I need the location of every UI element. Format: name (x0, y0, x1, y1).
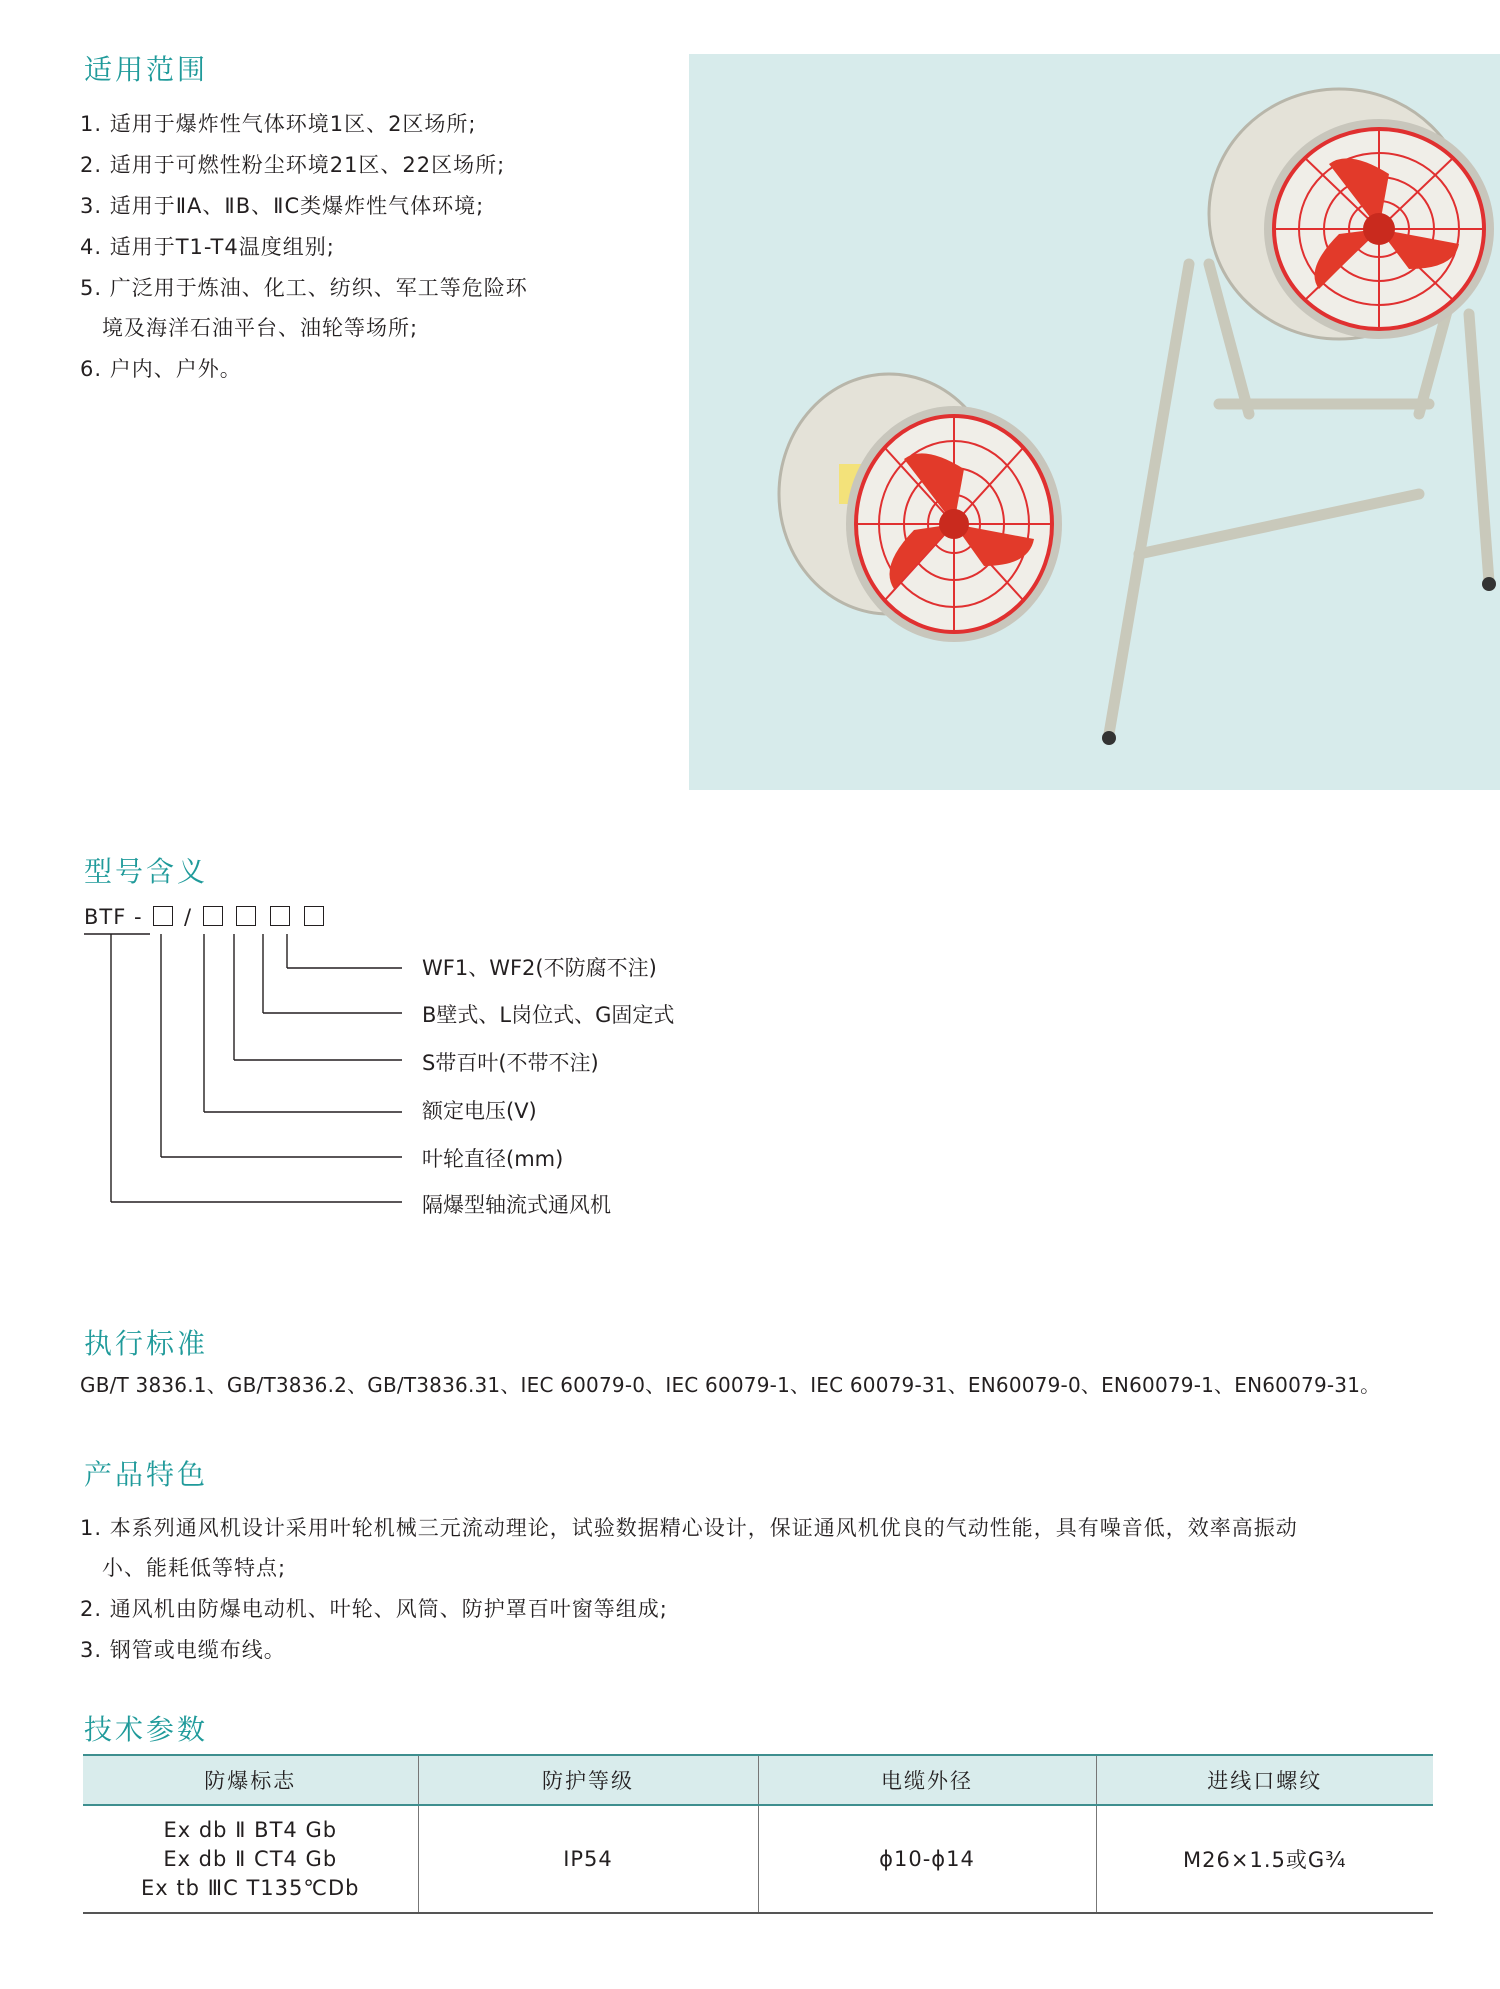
standard-title: 执行标准 (84, 1327, 209, 1360)
list-item-continuation: 境及海洋石油平台、油轮等场所; (102, 316, 419, 340)
model-label-type: 隔爆型轴流式通风机 (422, 1193, 611, 1217)
cell-ex-mark (83, 1805, 418, 1913)
scope-title: 适用范围 (84, 53, 209, 86)
list-item: 3. 适用于ⅡA、ⅡB、ⅡC类爆炸性气体环境; (80, 194, 485, 218)
model-title: 型号含义 (84, 855, 209, 888)
list-item: 2. 适用于可燃性粉尘环境21区、22区场所; (80, 153, 506, 177)
list-item: 1. 适用于爆炸性气体环境1区、2区场所; (80, 112, 477, 136)
model-label-mount: B壁式、L岗位式、G固定式 (422, 1003, 675, 1027)
list-item (80, 1515, 1298, 1581)
cell-protection: IP54 (418, 1805, 758, 1913)
ex-mark-line: Ex db Ⅱ BT4 Gb (163, 1817, 338, 1842)
ex-mark-line: Ex db Ⅱ CT4 Gb (163, 1846, 338, 1871)
params-title: 技术参数 (84, 1713, 209, 1746)
list-item: 6. 户内、户外。 (80, 357, 242, 381)
model-label-louver: S带百叶(不带不注) (422, 1051, 599, 1075)
model-label-diameter: 叶轮直径(mm) (422, 1147, 564, 1171)
standard-text: GB/T 3836.1、GB/T3836.2、GB/T3836.31、IEC 60079-0、IEC 60079-1、IEC 60079-31、EN60079-0、EN60079-1、EN60079-31。 (80, 1373, 1381, 1397)
header-cable: 电缆外径 (758, 1755, 1096, 1805)
params-table (83, 1754, 1433, 1914)
features-title: 产品特色 (84, 1458, 209, 1491)
list-item-line: 1. 本系列通风机设计采用叶轮机械三元流动理论，试验数据精心设计，保证通风机优良的气动性能，具有噪音低，效率高振动 (80, 1516, 1298, 1540)
table-header-row (83, 1755, 1433, 1805)
header-protection: 防护等级 (418, 1755, 758, 1805)
cell-thread: M26×1.5或G¾ (1096, 1805, 1433, 1913)
list-item-continuation: 小、能耗低等特点; (102, 1556, 287, 1580)
list-item: 3. 钢管或电缆布线。 (80, 1638, 286, 1662)
model-prefix: BTF - (84, 905, 143, 929)
header-thread: 进线口螺纹 (1096, 1755, 1433, 1805)
model-label-voltage: 额定电压(V) (422, 1099, 537, 1123)
list-item-line: 5. 广泛用于炼油、化工、纺织、军工等危险环 (80, 276, 528, 300)
header-ex-mark: 防爆标志 (83, 1755, 418, 1805)
list-item: 4. 适用于T1-T4温度组别; (80, 235, 335, 259)
table-row (83, 1805, 1433, 1913)
ex-mark-line: Ex tb ⅢC T135℃Db (141, 1875, 360, 1900)
list-item: 2. 通风机由防爆电动机、叶轮、风筒、防护罩百叶窗等组成; (80, 1597, 668, 1621)
model-slash: / (183, 905, 193, 929)
cell-cable: ϕ10-ϕ14 (758, 1805, 1096, 1913)
model-label-wf: WF1、WF2(不防腐不注) (422, 956, 657, 980)
features-list (80, 1515, 1298, 1678)
